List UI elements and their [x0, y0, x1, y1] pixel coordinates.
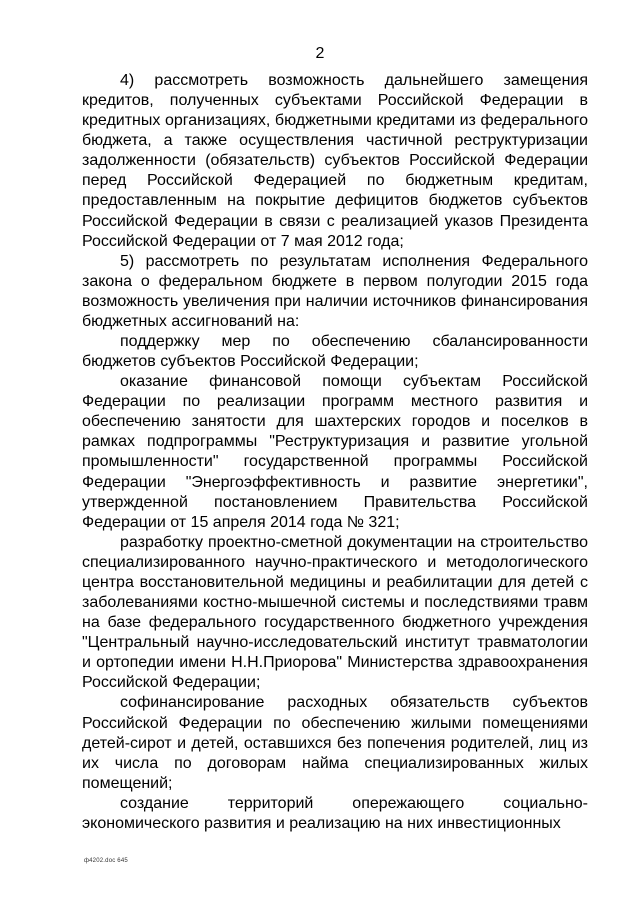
paragraph-item-5-budget-review: 5) рассмотреть по результатам исполнения Федерального закона о федеральном бюджете в первом полугодии 2015 года возможность увеличения при наличии источников финансирования бюджетных ассигнований на: — [82, 252, 588, 330]
footer-file-code: ф4202.doc 645 — [84, 858, 128, 864]
paragraph-mining-towns-aid: оказание финансовой помощи субъектам Российской Федерации по реализации программ местного развития и обеспечению занятости для шахтерских городов и поселков в рамках подпрограммы "Реструктуризация и развитие угольной промышленности" государственной программы Российской Федерации "Энергоэффективность и развитие энергетики", утвержденной постановлением Правительства Российской Федерации от 15 апреля 2014 года № 321; — [82, 373, 588, 531]
paragraph-rehabilitation-center: разработку проектно-сметной документации на строительство специализированного научно-практического и методологического центра восстановительной медицины и реабилитации для детей с заболеваниями костно-мышечной системы и последствиями травм на базе федерального государственного бюджетного учреждения "Центральный научно-исследовательский институт травматологии и ортопедии имени Н.Н.Приорова" Министерства здравоохранения Российской Федерации; — [82, 533, 588, 692]
paragraph-balance-support: поддержку мер по обеспечению сбалансированности бюджетов субъектов Российской Федерации; — [82, 333, 588, 371]
paragraph-priority-development: создание территорий опережающего социально-экономического развития и реализацию на них инвестиционных — [82, 794, 588, 832]
paragraph-item-4-refinancing: 4) рассмотреть возможность дальнейшего замещения кредитов, полученных субъектами Российской Федерации в кредитных организациях, бюджетными кредитами из федерального бюджета, а также осуществления частичной реструктуризации задолженности (обязательств) субъектов Российской Федерации перед Российской Федерацией по бюджетным кредитам, предоставленным на покрытие дефицитов бюджетов субъектов Российской Федерации в связи с реализацией указов Президента Российской Федерации от 7 мая 2012 года; — [82, 72, 588, 250]
page-number: 2 — [315, 45, 325, 62]
document-body — [82, 71, 588, 834]
paragraph-orphan-housing: софинансирование расходных обязательств субъектов Российской Федерации по обеспечению жилыми помещениями детей-сирот и детей, оставшихся без попечения родителей, лиц из их числа по договорам найма специализированных жилых помещений; — [82, 694, 588, 792]
